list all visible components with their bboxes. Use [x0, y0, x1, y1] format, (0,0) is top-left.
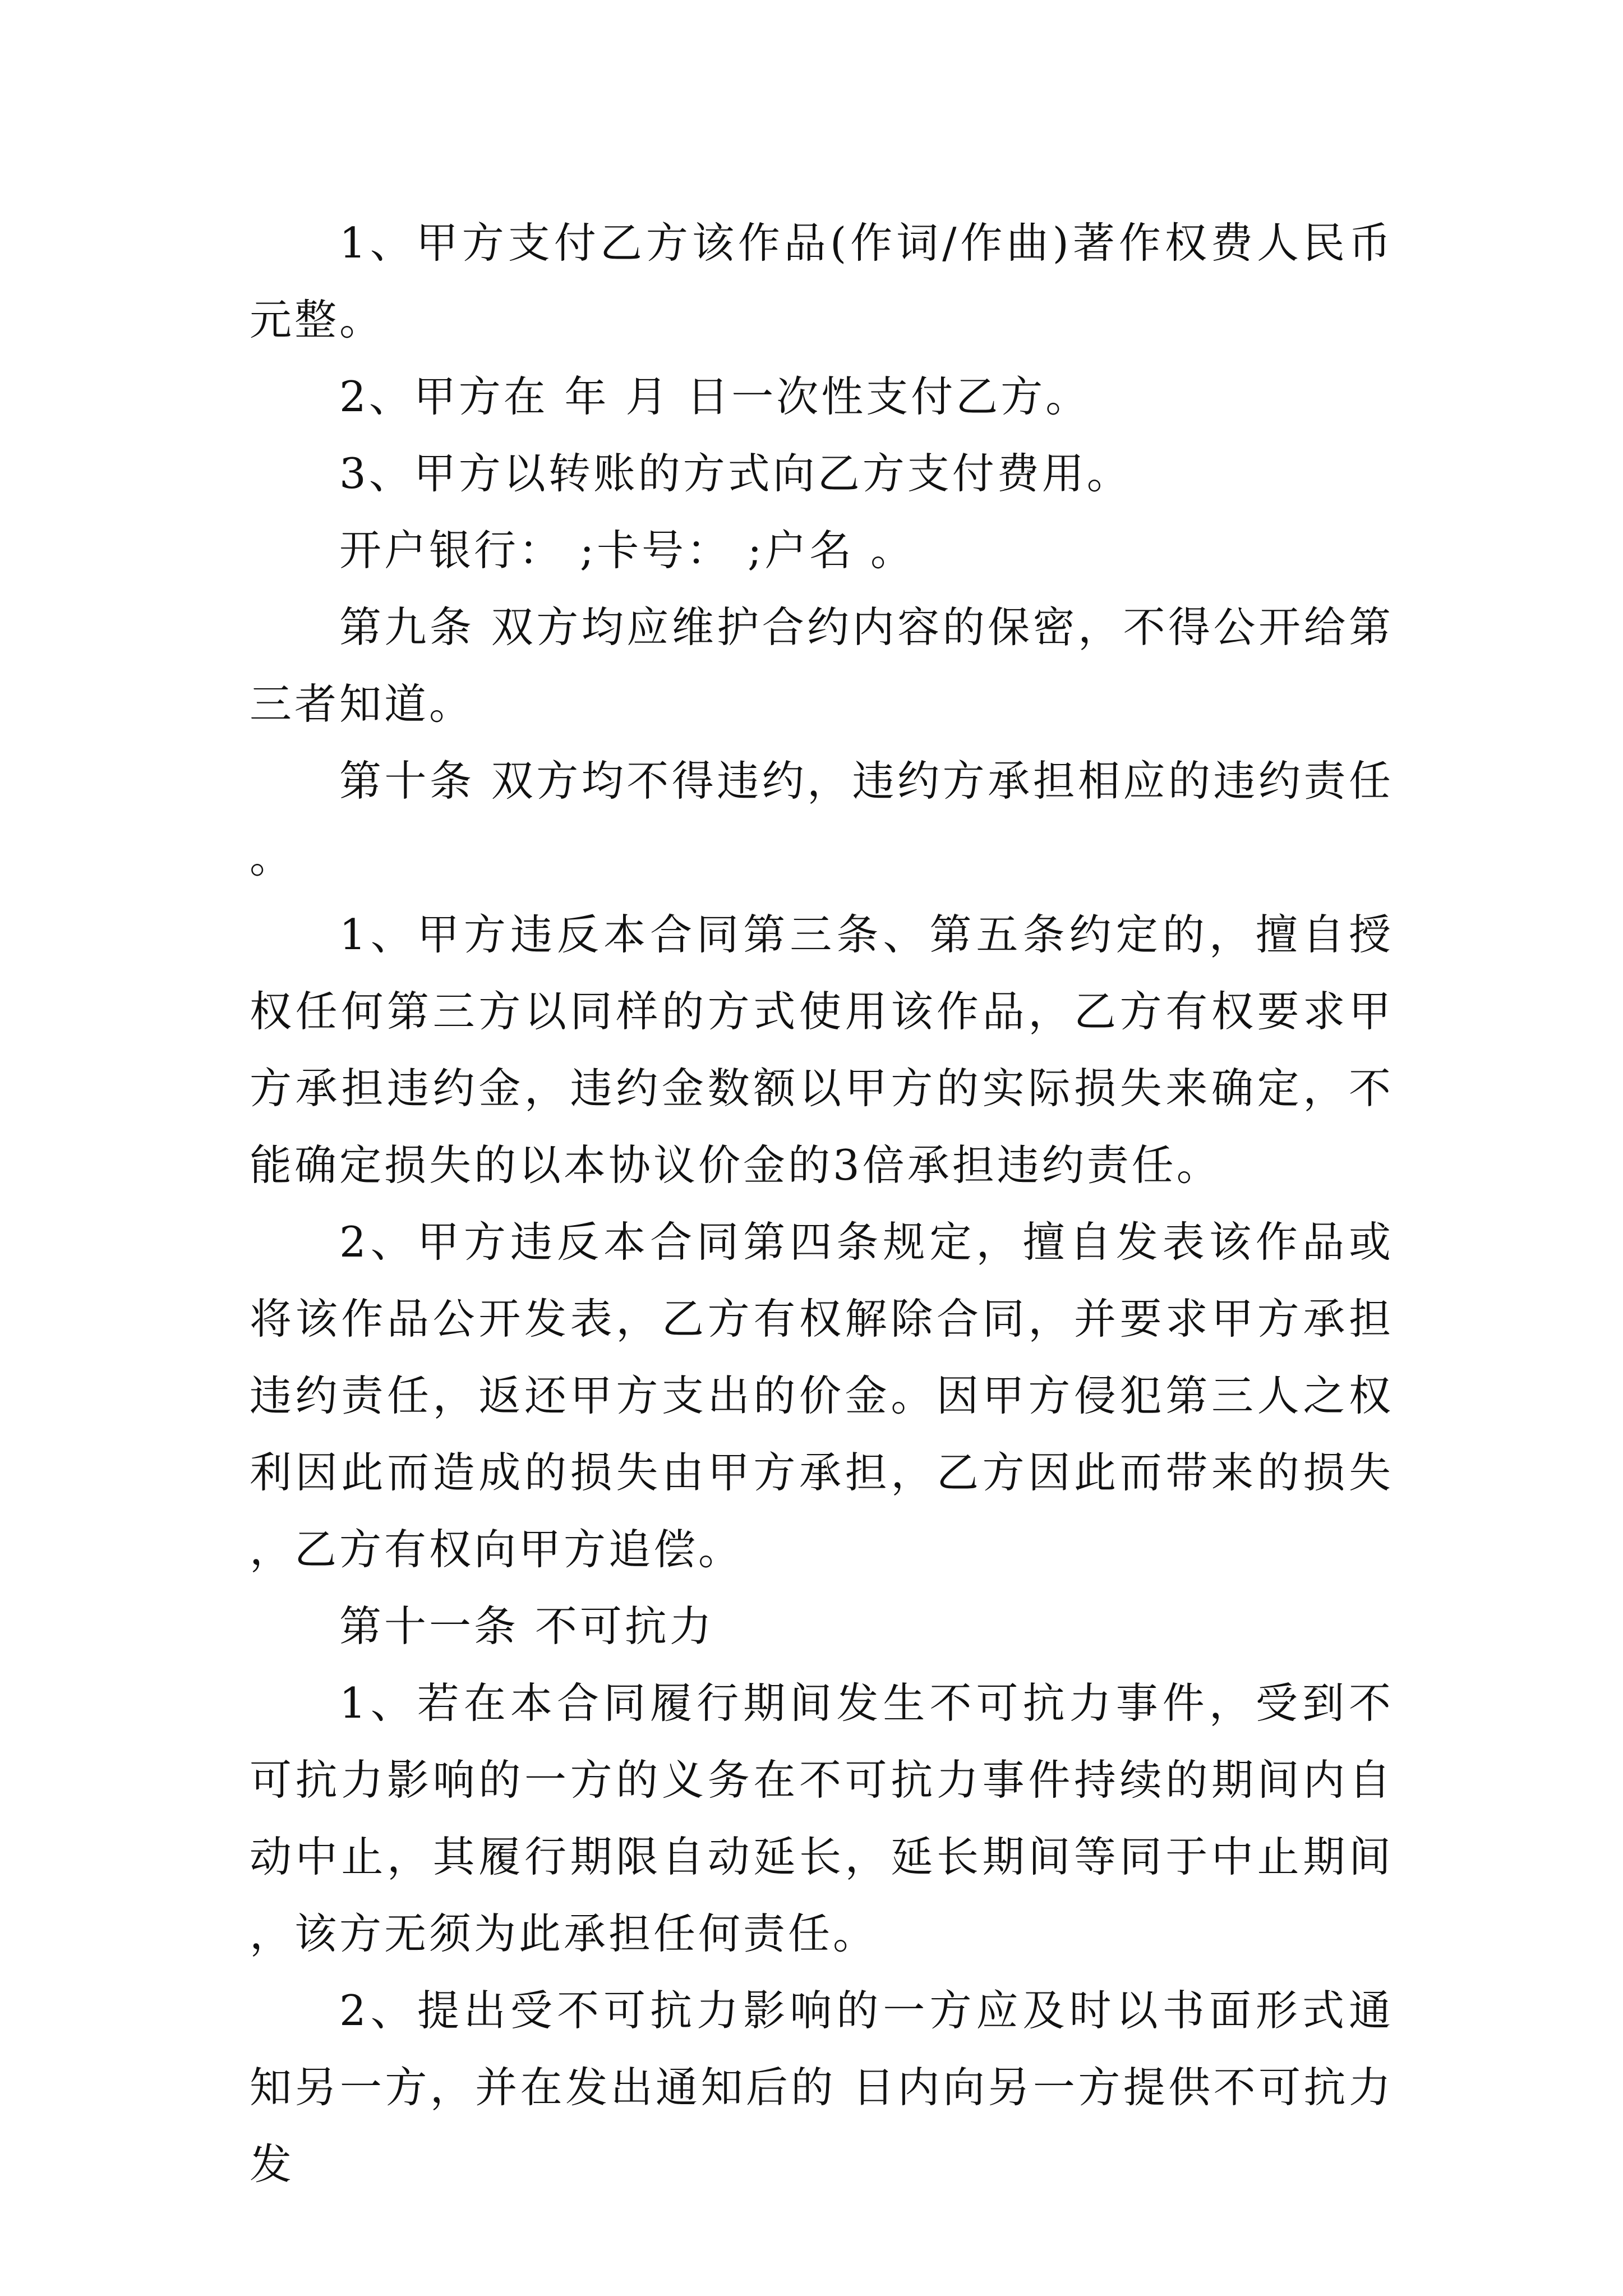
paragraph-breach-clause-2: 2、甲方违反本合同第四条规定，擅自发表该作品或将该作品公开发表，乙方有权解除合同，并要求甲方承担违约责任，返还甲方支出的价金。因甲方侵犯第三人之权利因此而造成的损失由甲方承担，乙方因此而带来的损失，乙方有权向甲方追偿。	[250, 1217, 1394, 1574]
paragraph-force-majeure-1: 1、若在本合同履行期间发生不可抗力事件，受到不可抗力影响的一方的义务在不可抗力事件持续的期间内自动中止，其履行期限自动延长，延长期间等同于中止期间，该方无须为此承担任何责任。	[250, 1678, 1394, 1958]
paragraph-payment-method: 3、甲方以转账的方式向乙方支付费用。	[339, 449, 1132, 498]
document-body	[250, 205, 1394, 2203]
paragraph-payment-amount: 1、甲方支付乙方该作品(作词/作曲)著作权费人民币元整。	[250, 218, 1394, 344]
paragraph-payment-date: 2、甲方在 年 月 日一次性支付乙方。	[339, 372, 1091, 421]
paragraph-bank-account: 开户银行： ;卡号： ;户名 。	[339, 526, 916, 575]
paragraph-article-11: 第十一条 不可抗力	[339, 1602, 714, 1651]
paragraph-force-majeure-2: 2、提出受不可抗力影响的一方应及时以书面形式通知另一方，并在发出通知后的 日内向另一方提供不可抗力发	[250, 1986, 1394, 2189]
paragraph-breach-clause-1: 1、甲方违反本合同第三条、第五条约定的，擅自授权任何第三方以同样的方式使用该作品，乙方有权要求甲方承担违约金，违约金数额以甲方的实际损失来确定，不能确定损失的以本协议价金的3倍承担违约责任。	[250, 910, 1394, 1190]
paragraph-article-9: 第九条 双方均应维护合约内容的保密，不得公开给第三者知道。	[250, 602, 1394, 729]
paragraph-article-10: 第十条 双方均不得违约，违约方承担相应的违约责任。	[250, 756, 1394, 882]
